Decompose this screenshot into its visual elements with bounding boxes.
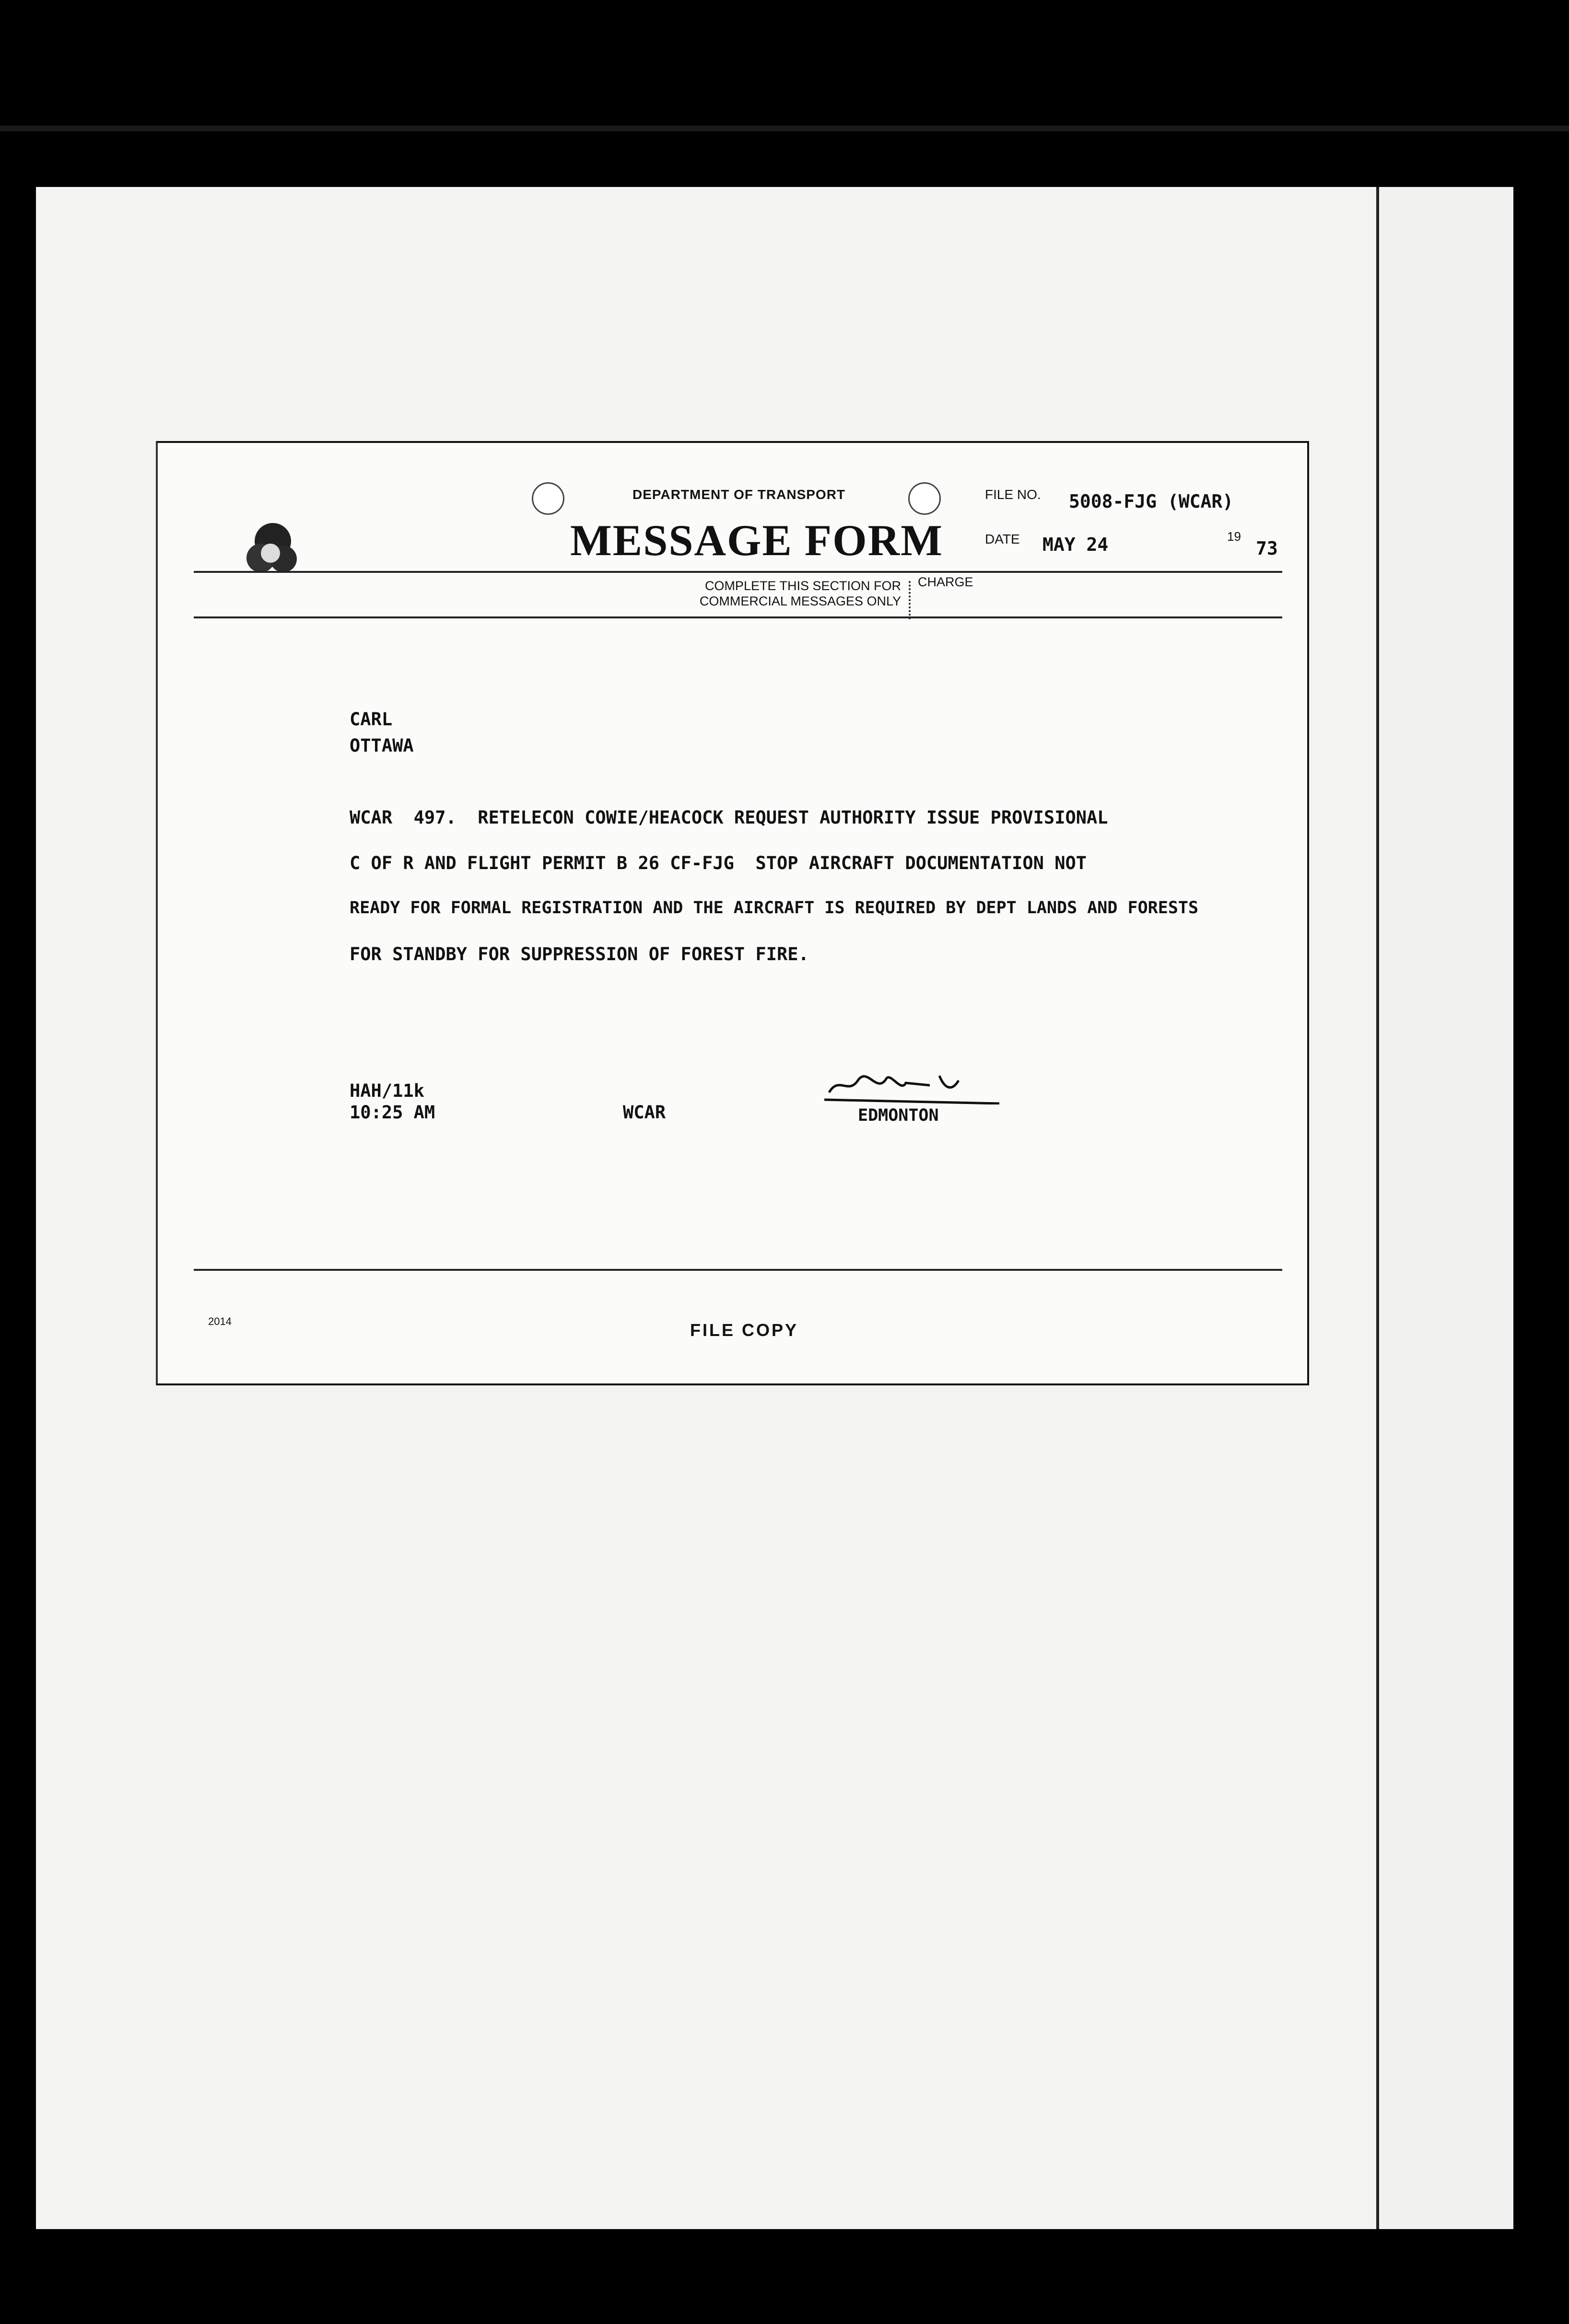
reference-initials: HAH/11k (350, 1081, 424, 1101)
file-no-value: 5008-FJG (WCAR) (1069, 491, 1234, 512)
message-line: C OF R AND FLIGHT PERMIT B 26 CF-FJG STOP AIRCRAFT DOCUMENTATION NOT (350, 853, 1087, 873)
department-label: DEPARTMENT OF TRANSPORT (632, 487, 846, 502)
punch-hole (532, 482, 564, 515)
message-line: WCAR 497. RETELECON COWIE/HEACOCK REQUEST AUTHORITY ISSUE PROVISIONAL (350, 807, 1108, 828)
film-edge-line (0, 126, 1569, 131)
punch-hole (908, 482, 941, 515)
form-title: MESSAGE FORM (570, 516, 943, 565)
charge-separator (909, 581, 911, 619)
charge-label: CHARGE (918, 575, 973, 589)
form-number: 2014 (208, 1315, 232, 1327)
year-prefix: 19 (1227, 529, 1241, 544)
year-value: 73 (1256, 538, 1278, 559)
header-rule-bottom (194, 616, 1282, 618)
footer-rule (194, 1269, 1282, 1271)
office-code: WCAR (623, 1102, 666, 1123)
commercial-note: COMPLETE THIS SECTION FOR COMMERCIAL MESSAGES ONLY (699, 579, 901, 608)
header-rule-top (194, 571, 1282, 573)
date-value: MAY 24 (1042, 534, 1109, 555)
message-line: READY FOR FORMAL REGISTRATION AND THE AIRCRAFT IS REQUIRED BY DEPT LANDS AND FORESTS (350, 898, 1199, 918)
signature-location: EDMONTON (858, 1106, 939, 1125)
message-line: FOR STANDBY FOR SUPPRESSION OF FOREST FIRE. (350, 944, 809, 964)
address-line: CARL (350, 709, 393, 730)
date-label: DATE (985, 532, 1020, 546)
handwritten-signature (820, 1066, 1002, 1104)
send-time: 10:25 AM (350, 1102, 435, 1123)
file-no-label: FILE NO. (985, 487, 1041, 502)
address-line: OTTAWA (350, 735, 414, 756)
file-copy-label: FILE COPY (690, 1320, 799, 1340)
message-form (156, 441, 1309, 1385)
adjacent-page-strip (1376, 187, 1513, 2229)
